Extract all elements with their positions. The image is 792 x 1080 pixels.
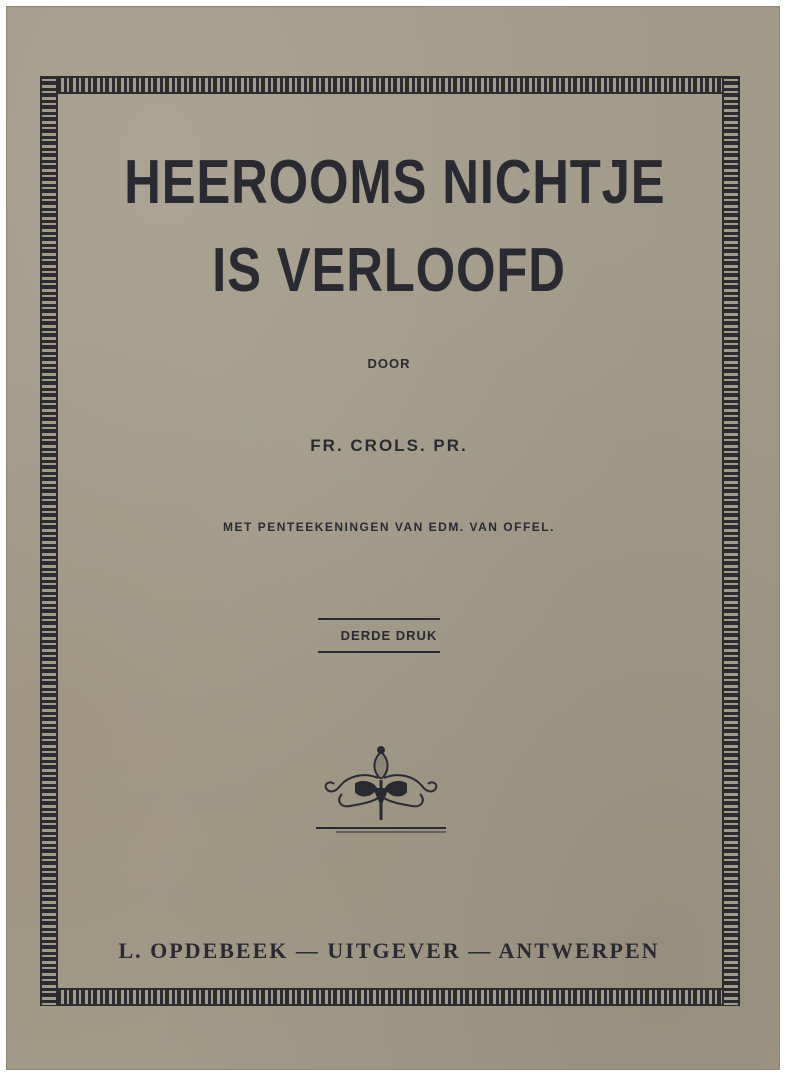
edition-rule-bottom	[318, 651, 440, 653]
border-bottom	[40, 988, 740, 1006]
border-right	[722, 76, 740, 1006]
author: FR. CROLS. PR.	[310, 436, 468, 455]
publisher-line: L. OPDEBEEK — UITGEVER — ANTWERPEN	[118, 938, 660, 963]
edition-rule-top	[318, 618, 440, 620]
title-line-1: HEEROOMS NICHTJE	[124, 148, 666, 217]
book-cover	[6, 6, 780, 1070]
border-top	[40, 76, 740, 94]
illustrations-credit: MET PENTEEKENINGEN VAN EDM. VAN OFFEL.	[223, 520, 555, 534]
by-label: DOOR	[367, 356, 411, 371]
edition: DERDE DRUK	[340, 628, 438, 643]
floral-vignette-icon	[316, 744, 446, 836]
title-line-2: IS VERLOOFD	[212, 236, 566, 305]
border-left	[40, 76, 58, 1006]
